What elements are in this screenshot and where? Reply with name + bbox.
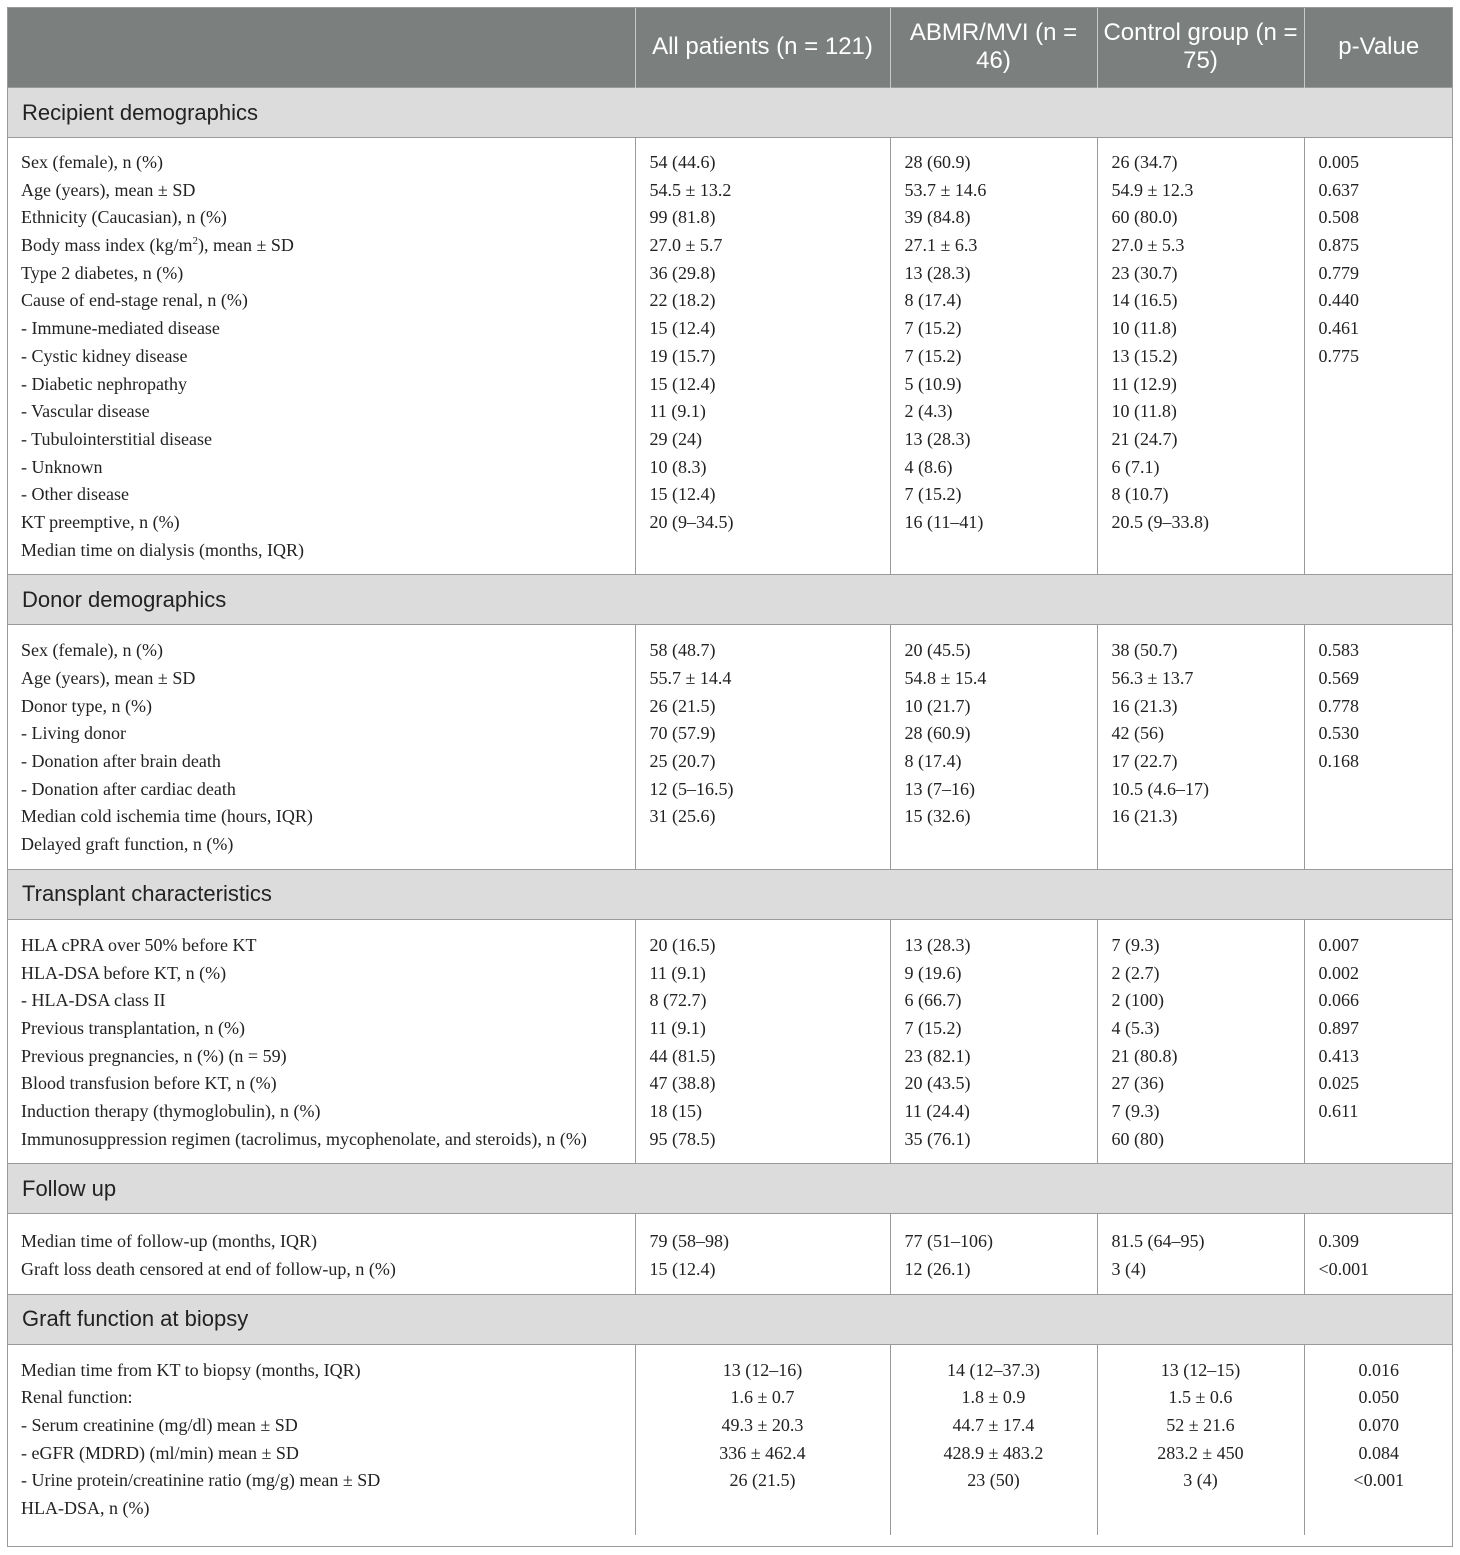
cell-lines xyxy=(891,920,1097,1164)
cell-value: 13 (28.3) xyxy=(904,428,971,449)
cell-value: 0.007 xyxy=(1318,934,1359,955)
cell-value: 27.1 ± 6.3 xyxy=(904,235,978,256)
cell-lines xyxy=(1305,1214,1454,1293)
p-value-column xyxy=(1304,1344,1453,1535)
cell-value: 21 (24.7) xyxy=(1111,428,1178,449)
cell-value: 42 (56) xyxy=(1111,723,1164,744)
p-value-column xyxy=(1304,1214,1453,1294)
section-body-row xyxy=(7,625,1453,870)
cell-value: 0.070 xyxy=(1358,1415,1399,1436)
section-title: Transplant characteristics xyxy=(7,869,1453,919)
cell-value: 21 (80.8) xyxy=(1111,1045,1178,1066)
label-column xyxy=(7,1214,635,1294)
section-title: Recipient demographics xyxy=(7,88,1453,138)
cell-value: 20 (45.5) xyxy=(904,640,971,661)
abmr-mvi-column xyxy=(890,138,1097,575)
label-column xyxy=(7,1344,635,1535)
row-label: - Unknown xyxy=(21,456,103,477)
row-label: - Tubulointerstitial disease xyxy=(21,428,212,449)
cell-value: 20 (43.5) xyxy=(904,1073,971,1094)
cell-value: 7 (15.2) xyxy=(904,484,962,505)
cell-value: 10.5 (4.6–17) xyxy=(1111,778,1209,799)
cell-value: 3 (4) xyxy=(1183,1470,1218,1491)
cell-value: 28 (60.9) xyxy=(904,723,971,744)
cell-value: 10 (8.3) xyxy=(649,456,707,477)
cell-value: 15 (12.4) xyxy=(649,318,716,339)
row-label: - Serum creatinine (mg/dl) mean ± SD xyxy=(21,1415,298,1436)
cell-lines xyxy=(636,920,890,1164)
row-label: HLA-DSA, n (%) xyxy=(21,1498,150,1519)
cell-value: 11 (9.1) xyxy=(649,1017,706,1038)
cell-value: 283.2 ± 450 xyxy=(1157,1442,1244,1463)
cell-value: 0.583 xyxy=(1318,640,1359,661)
cell-lines xyxy=(891,138,1097,547)
cell-value: 7 (15.2) xyxy=(904,1017,962,1038)
cell-value: 8 (10.7) xyxy=(1111,484,1169,505)
cell-value: 15 (12.4) xyxy=(649,484,716,505)
cell-value: 336 ± 462.4 xyxy=(719,1442,806,1463)
cell-value: 27 (36) xyxy=(1111,1073,1164,1094)
label-column xyxy=(7,625,635,870)
cell-value: 13 (28.3) xyxy=(904,262,971,283)
cell-value: 0.569 xyxy=(1318,668,1359,688)
row-label: - Living donor xyxy=(21,723,126,744)
cell-value: 18 (15) xyxy=(649,1100,702,1121)
cell-lines xyxy=(7,1345,635,1535)
cell-lines xyxy=(636,1214,890,1293)
cell-value: 44 (81.5) xyxy=(649,1045,716,1066)
cell-value: 7 (9.3) xyxy=(1111,1100,1160,1121)
cell-value: 25 (20.7) xyxy=(649,751,716,772)
section-body-row xyxy=(7,1344,1453,1535)
cell-value: 0.016 xyxy=(1358,1359,1399,1380)
cell-value: 0.440 xyxy=(1318,290,1359,311)
row-label: - eGFR (MDRD) (ml/min) mean ± SD xyxy=(21,1442,299,1463)
section-title: Graft function at biopsy xyxy=(7,1294,1453,1344)
row-label: - Cystic kidney disease xyxy=(21,345,188,366)
cell-value: 2 (100) xyxy=(1111,990,1164,1011)
p-value-column xyxy=(1304,919,1453,1164)
characteristics-table xyxy=(7,7,1453,1535)
cell-value: 0.775 xyxy=(1318,345,1359,366)
cell-value: 428.9 ± 483.2 xyxy=(943,1442,1044,1463)
row-label: Graft loss death censored at end of follow-up, n (%) xyxy=(21,1259,396,1280)
cell-value: 0.168 xyxy=(1318,751,1359,772)
row-label: - Vascular disease xyxy=(21,401,150,422)
cell-value: 54.8 ± 15.4 xyxy=(904,668,987,688)
cell-value: 27.0 ± 5.7 xyxy=(649,235,723,256)
cell-lines xyxy=(891,1214,1097,1293)
cell-value: 9 (19.6) xyxy=(904,962,962,983)
p-value-column xyxy=(1304,625,1453,870)
cell-lines xyxy=(1305,138,1454,381)
row-label: Delayed graft function, n (%) xyxy=(21,834,234,855)
cell-value: 70 (57.9) xyxy=(649,723,716,744)
cell-value: <0.001 xyxy=(1353,1470,1405,1491)
cell-value: 3 (4) xyxy=(1111,1259,1146,1280)
cell-lines xyxy=(1305,625,1454,785)
cell-lines xyxy=(1098,1214,1304,1293)
cell-lines xyxy=(1305,920,1454,1136)
cell-value: 10 (11.8) xyxy=(1111,318,1177,339)
header-p-value: p-Value xyxy=(1304,7,1453,88)
cell-value: 79 (58–98) xyxy=(649,1231,729,1252)
cell-value: 14 (12–37.3) xyxy=(947,1359,1040,1380)
row-label: - Donation after brain death xyxy=(21,751,221,772)
cell-value: 0.637 xyxy=(1318,179,1359,200)
cell-value: 29 (24) xyxy=(649,428,702,449)
cell-value: 17 (22.7) xyxy=(1111,751,1178,772)
cell-value: 23 (82.1) xyxy=(904,1045,971,1066)
cell-value: 23 (50) xyxy=(967,1470,1020,1491)
cell-value: 4 (5.3) xyxy=(1111,1017,1160,1038)
cell-value: 0.066 xyxy=(1318,990,1359,1011)
cell-lines xyxy=(636,138,890,547)
abmr-mvi-column xyxy=(890,625,1097,870)
cell-value: 19 (15.7) xyxy=(649,345,716,366)
cell-value: 0.897 xyxy=(1318,1017,1359,1038)
row-label: Median time from KT to biopsy (months, IQR) xyxy=(21,1359,361,1380)
row-label: - Diabetic nephropathy xyxy=(21,373,187,394)
cell-value: 28 (60.9) xyxy=(904,152,971,172)
cell-value: 2 (2.7) xyxy=(1111,962,1160,983)
cell-value: 31 (25.6) xyxy=(649,806,716,827)
cell-lines xyxy=(636,1345,890,1507)
cell-value: 54.9 ± 12.3 xyxy=(1111,179,1194,200)
all-patients-column xyxy=(635,138,890,575)
cell-value: 0.413 xyxy=(1318,1045,1359,1066)
abmr-mvi-column xyxy=(890,919,1097,1164)
row-label: Immunosuppression regimen (tacrolimus, mycophenolate, and steroids), n (%) xyxy=(21,1128,587,1149)
section-header-row xyxy=(7,1164,1453,1214)
cell-value: 26 (21.5) xyxy=(729,1470,796,1491)
cell-value: 7 (15.2) xyxy=(904,345,962,366)
cell-value: 0.508 xyxy=(1318,207,1359,228)
all-patients-column xyxy=(635,625,890,870)
section-body-row xyxy=(7,1214,1453,1294)
section-title: Follow up xyxy=(7,1164,1453,1214)
cell-value: 13 (12–16) xyxy=(722,1359,803,1380)
cell-value: 52 ± 21.6 xyxy=(1166,1415,1235,1436)
control-group-column xyxy=(1097,1214,1304,1294)
p-value-column xyxy=(1304,138,1453,575)
row-label: - HLA-DSA class II xyxy=(21,990,166,1011)
cell-value: 55.7 ± 14.4 xyxy=(649,668,732,688)
cell-lines xyxy=(891,625,1097,841)
cell-value: 0.084 xyxy=(1358,1442,1399,1463)
cell-value: 95 (78.5) xyxy=(649,1128,716,1149)
cell-value: 10 (21.7) xyxy=(904,695,971,716)
cell-value: 16 (21.3) xyxy=(1111,695,1178,716)
row-label: Renal function: xyxy=(21,1387,133,1408)
cell-value: 13 (15.2) xyxy=(1111,345,1178,366)
all-patients-column xyxy=(635,1214,890,1294)
cell-lines xyxy=(891,1345,1097,1507)
cell-value: <0.001 xyxy=(1318,1259,1370,1280)
row-label: Median time on dialysis (months, IQR) xyxy=(21,539,304,560)
cell-value: 11 (9.1) xyxy=(649,401,706,422)
cell-value: 54.5 ± 13.2 xyxy=(649,179,732,200)
cell-lines xyxy=(1098,920,1304,1164)
label-column xyxy=(7,138,635,575)
cell-value: 14 (16.5) xyxy=(1111,290,1178,311)
row-label: HLA cPRA over 50% before KT xyxy=(21,934,257,955)
cell-lines xyxy=(7,625,635,869)
cell-value: 20.5 (9–33.8) xyxy=(1111,511,1209,532)
control-group-column xyxy=(1097,919,1304,1164)
cell-value: 60 (80) xyxy=(1111,1128,1164,1149)
cell-value: 12 (26.1) xyxy=(904,1259,971,1280)
cell-value: 13 (28.3) xyxy=(904,934,971,955)
cell-value: 26 (34.7) xyxy=(1111,152,1178,172)
cell-value: 15 (12.4) xyxy=(649,1259,716,1280)
cell-value: 0.779 xyxy=(1318,262,1359,283)
cell-value: 0.530 xyxy=(1318,723,1359,744)
abmr-mvi-column xyxy=(890,1214,1097,1294)
cell-value: 7 (9.3) xyxy=(1111,934,1160,955)
row-label: Previous transplantation, n (%) xyxy=(21,1017,245,1038)
cell-value: 16 (21.3) xyxy=(1111,806,1178,827)
cell-value: 6 (66.7) xyxy=(904,990,962,1011)
cell-value: 47 (38.8) xyxy=(649,1073,716,1094)
cell-value: 6 (7.1) xyxy=(1111,456,1160,477)
cell-value: 0.778 xyxy=(1318,695,1359,716)
abmr-mvi-column xyxy=(890,1344,1097,1535)
cell-value: 58 (48.7) xyxy=(649,640,716,661)
cell-value: 4 (8.6) xyxy=(904,456,953,477)
row-label: Median time of follow-up (months, IQR) xyxy=(21,1231,317,1252)
cell-value: 11 (9.1) xyxy=(649,962,706,983)
cell-value: 49.3 ± 20.3 xyxy=(721,1415,804,1436)
row-label: - Urine protein/creatinine ratio (mg/g) mean ± SD xyxy=(21,1470,381,1491)
cell-lines xyxy=(7,1214,635,1293)
all-patients-column xyxy=(635,1344,890,1535)
row-label: Median cold ischemia time (hours, IQR) xyxy=(21,806,313,827)
cell-lines xyxy=(1098,1345,1304,1507)
cell-value: 36 (29.8) xyxy=(649,262,716,283)
cell-value: 0.461 xyxy=(1318,318,1359,339)
section-body-row xyxy=(7,919,1453,1164)
cell-value: 26 (21.5) xyxy=(649,695,716,716)
table-header xyxy=(7,7,1453,88)
cell-lines xyxy=(1098,138,1304,547)
cell-value: 56.3 ± 13.7 xyxy=(1111,668,1194,688)
cell-value: 22 (18.2) xyxy=(649,290,716,311)
cell-value: 1.6 ± 0.7 xyxy=(730,1387,795,1408)
section-header-row xyxy=(7,869,1453,919)
control-group-column xyxy=(1097,625,1304,870)
cell-value: 16 (11–41) xyxy=(904,511,984,532)
section-header-row xyxy=(7,1294,1453,1344)
table-body xyxy=(7,88,1453,1535)
cell-value: 11 (12.9) xyxy=(1111,373,1177,394)
row-label: - Immune-mediated disease xyxy=(21,318,220,339)
header-control-group: Control group (n = 75) xyxy=(1097,7,1304,88)
cell-value: 13 (7–16) xyxy=(904,778,975,799)
cell-value: 20 (9–34.5) xyxy=(649,511,734,532)
cell-value: 5 (10.9) xyxy=(904,373,962,394)
cell-lines xyxy=(7,138,635,574)
row-label: Induction therapy (thymoglobulin), n (%) xyxy=(21,1100,321,1121)
row-label: Age (years), mean ± SD xyxy=(21,668,196,688)
cell-value: 11 (24.4) xyxy=(904,1100,970,1121)
header-abmr-mvi: ABMR/MVI (n = 46) xyxy=(890,7,1097,88)
cell-value: 27.0 ± 5.3 xyxy=(1111,235,1185,256)
cell-value: 0.875 xyxy=(1318,235,1359,256)
row-label: Type 2 diabetes, n (%) xyxy=(21,262,184,283)
cell-lines xyxy=(636,625,890,841)
cell-value: 0.050 xyxy=(1358,1387,1399,1408)
cell-value: 35 (76.1) xyxy=(904,1128,971,1149)
row-label: Blood transfusion before KT, n (%) xyxy=(21,1073,277,1094)
cell-value: 15 (12.4) xyxy=(649,373,716,394)
control-group-column xyxy=(1097,138,1304,575)
cell-value: 13 (12–15) xyxy=(1160,1359,1241,1380)
cell-value: 10 (11.8) xyxy=(1111,401,1177,422)
cell-value: 99 (81.8) xyxy=(649,207,716,228)
cell-value: 77 (51–106) xyxy=(904,1231,993,1252)
cell-value: 60 (80.0) xyxy=(1111,207,1178,228)
cell-value: 38 (50.7) xyxy=(1111,640,1178,661)
cell-value: 0.611 xyxy=(1318,1100,1359,1121)
row-label: Body mass index $(kg/m^2)$, mean ± SD xyxy=(21,235,294,256)
cell-lines xyxy=(1098,625,1304,841)
cell-value: 53.7 ± 14.6 xyxy=(904,179,987,200)
section-header-row xyxy=(7,88,1453,138)
cell-value: 1.8 ± 0.9 xyxy=(961,1387,1026,1408)
cell-value: 15 (32.6) xyxy=(904,806,971,827)
cell-value: 54 (44.6) xyxy=(649,152,716,172)
cell-value: 0.005 xyxy=(1318,152,1359,172)
cell-value: 2 (4.3) xyxy=(904,401,953,422)
all-patients-column xyxy=(635,919,890,1164)
cell-value: 1.5 ± 0.6 xyxy=(1168,1387,1233,1408)
section-title: Donor demographics xyxy=(7,575,1453,625)
row-label: Cause of end-stage renal, n (%) xyxy=(21,290,248,311)
control-group-column xyxy=(1097,1344,1304,1535)
section-body-row xyxy=(7,138,1453,575)
row-label: Previous pregnancies, n (%) (n = 59) xyxy=(21,1045,287,1066)
label-column xyxy=(7,919,635,1164)
section-header-row xyxy=(7,575,1453,625)
row-label: - Donation after cardiac death xyxy=(21,778,236,799)
cell-value: 12 (5–16.5) xyxy=(649,778,734,799)
cell-value: 39 (84.8) xyxy=(904,207,971,228)
cell-value: 81.5 (64–95) xyxy=(1111,1231,1205,1252)
cell-value: 0.025 xyxy=(1318,1073,1359,1094)
cell-value: 8 (17.4) xyxy=(904,751,962,772)
row-label: Sex (female), n (%) xyxy=(21,152,163,172)
cell-value: 8 (17.4) xyxy=(904,290,962,311)
header-all-patients: All patients (n = 121) xyxy=(635,7,890,88)
cell-value: 0.002 xyxy=(1318,962,1359,983)
row-label: KT preemptive, n (%) xyxy=(21,511,180,532)
cell-value: 0.309 xyxy=(1318,1231,1359,1252)
cell-value: 23 (30.7) xyxy=(1111,262,1178,283)
row-label: Ethnicity (Caucasian), n (%) xyxy=(21,207,227,228)
row-label: Donor type, n (%) xyxy=(21,695,152,716)
row-label: HLA-DSA before KT, n (%) xyxy=(21,962,227,983)
cell-value: 44.7 ± 17.4 xyxy=(952,1415,1035,1436)
row-label: - Other disease xyxy=(21,484,129,505)
row-label: Age (years), mean ± SD xyxy=(21,179,196,200)
cell-value: 20 (16.5) xyxy=(649,934,716,955)
cell-value: 7 (15.2) xyxy=(904,318,962,339)
header-label-column xyxy=(7,7,635,88)
cell-lines xyxy=(1305,1345,1454,1507)
cell-lines xyxy=(7,920,635,1164)
row-label: Sex (female), n (%) xyxy=(21,640,163,661)
cell-value: 8 (72.7) xyxy=(649,990,707,1011)
